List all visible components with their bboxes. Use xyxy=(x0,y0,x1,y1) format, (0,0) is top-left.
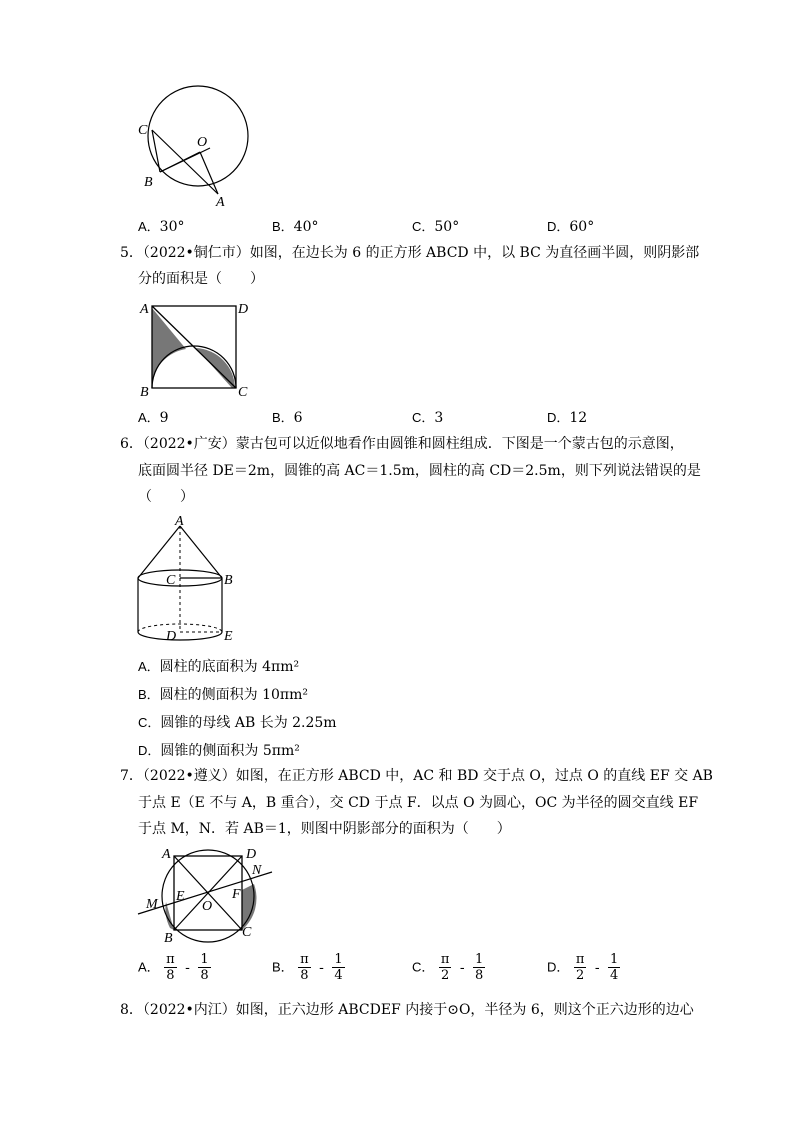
q4-figure xyxy=(130,88,260,208)
q4-label-o: O xyxy=(197,135,208,150)
q6-option-d: D．圆锥的侧面积为 5πm² xyxy=(138,743,300,759)
q5-label-b: B xyxy=(140,385,149,400)
q6-text-line3: （ ） xyxy=(138,489,194,505)
q7-text-line1: 7．（2022•遵义）如图，在正方形 ABCD 中，AC 和 BD 交于点 O，过点 O 的直线 EF 交 AB xyxy=(120,768,713,784)
q5-option-c: C．3 xyxy=(412,410,444,426)
q5-option-b: B．6 xyxy=(272,410,303,426)
q5-option-d: D．12 xyxy=(547,410,588,426)
q7-label-b: B xyxy=(164,931,173,946)
q5-text-line2: 分的面积是（ ） xyxy=(138,271,264,287)
q4-option-b: B．40° xyxy=(272,219,319,235)
q5-label-c: C xyxy=(238,385,248,400)
q7-figure xyxy=(136,844,276,948)
q4-label-c: C xyxy=(138,123,148,138)
q4-segment-oa xyxy=(200,152,218,194)
q7-text-line3: 于点 M，N．若 AB＝1，则图中阴影部分的面积为（ ） xyxy=(138,821,511,837)
q7-option-c: C． $\frac{\pi}{2}$ - $\frac{1}{8}$ xyxy=(412,952,484,983)
q7-option-a: A． $\frac{\pi}{8}$ - $\frac{1}{8}$ xyxy=(138,952,209,983)
q7-option-b: B． $\frac{\pi}{8}$ - $\frac{1}{4}$ xyxy=(272,952,343,983)
q6-bottom-ellipse-front xyxy=(138,632,222,640)
q5-text-line1: 5．（2022•铜仁市）如图，在边长为 6 的正方形 ABCD 中，以 BC 为直径画半圆，则阴影部 xyxy=(120,245,700,261)
q7-label-o: O xyxy=(202,899,213,914)
q5-figure xyxy=(136,296,256,400)
q7-label-d: D xyxy=(246,847,257,862)
q5-label-d: D xyxy=(238,302,249,317)
q4-option-c: C．50° xyxy=(412,219,460,235)
q4-label-b: B xyxy=(144,175,153,190)
q6-option-a: A．圆柱的底面积为 4πm² xyxy=(138,659,300,675)
q6-label-b: B xyxy=(224,573,233,588)
q6-label-c: C xyxy=(166,573,176,588)
q6-text-line1: 6．（2022•广安）蒙古包可以近似地看作由圆锥和圆柱组成．下图是一个蒙古包的示意图， xyxy=(120,436,684,452)
q4-option-a: A．30° xyxy=(138,219,185,235)
q7-label-m: M xyxy=(146,897,158,912)
q6-option-b: B．圆柱的侧面积为 10πm² xyxy=(138,687,309,703)
q6-option-c: C．圆锥的母线 AB 长为 2.25m xyxy=(138,715,337,731)
q4-label-a: A xyxy=(216,195,225,210)
q5-label-a: A xyxy=(140,302,149,317)
q8-text-line1: 8．（2022•内江）如图，正六边形 ABCDEF 内接于⊙O，半径为 6，则这个正六边形的边心 xyxy=(120,1002,694,1018)
q7-label-f: F xyxy=(232,887,241,902)
q7-label-a: A xyxy=(162,847,171,862)
q5-shade-left xyxy=(152,308,186,382)
q7-label-c: C xyxy=(242,925,252,940)
q6-label-a: A xyxy=(175,514,184,529)
q7-label-n: N xyxy=(252,863,262,878)
q6-text-line2: 底面圆半径 DE＝2m，圆锥的高 AC＝1.5m，圆柱的高 CD＝2.5m，则下列说法错误的是 xyxy=(138,463,701,479)
q7-text-line2: 于点 E（E 不与 A，B 重合），交 CD 于点 F．以点 O 为圆心，OC 为半径的圆交直线 EF xyxy=(138,795,699,811)
q5-option-a: A．9 xyxy=(138,410,169,426)
q4-segment-ob xyxy=(160,152,200,172)
q4-option-d: D．60° xyxy=(547,219,595,235)
q6-label-d: D xyxy=(166,629,177,644)
q6-label-e: E xyxy=(224,629,233,644)
q6-figure xyxy=(130,512,250,646)
q7-option-d: D． $\frac{\pi}{2}$ - $\frac{1}{4}$ xyxy=(547,952,619,983)
q7-label-e: E xyxy=(176,889,185,904)
